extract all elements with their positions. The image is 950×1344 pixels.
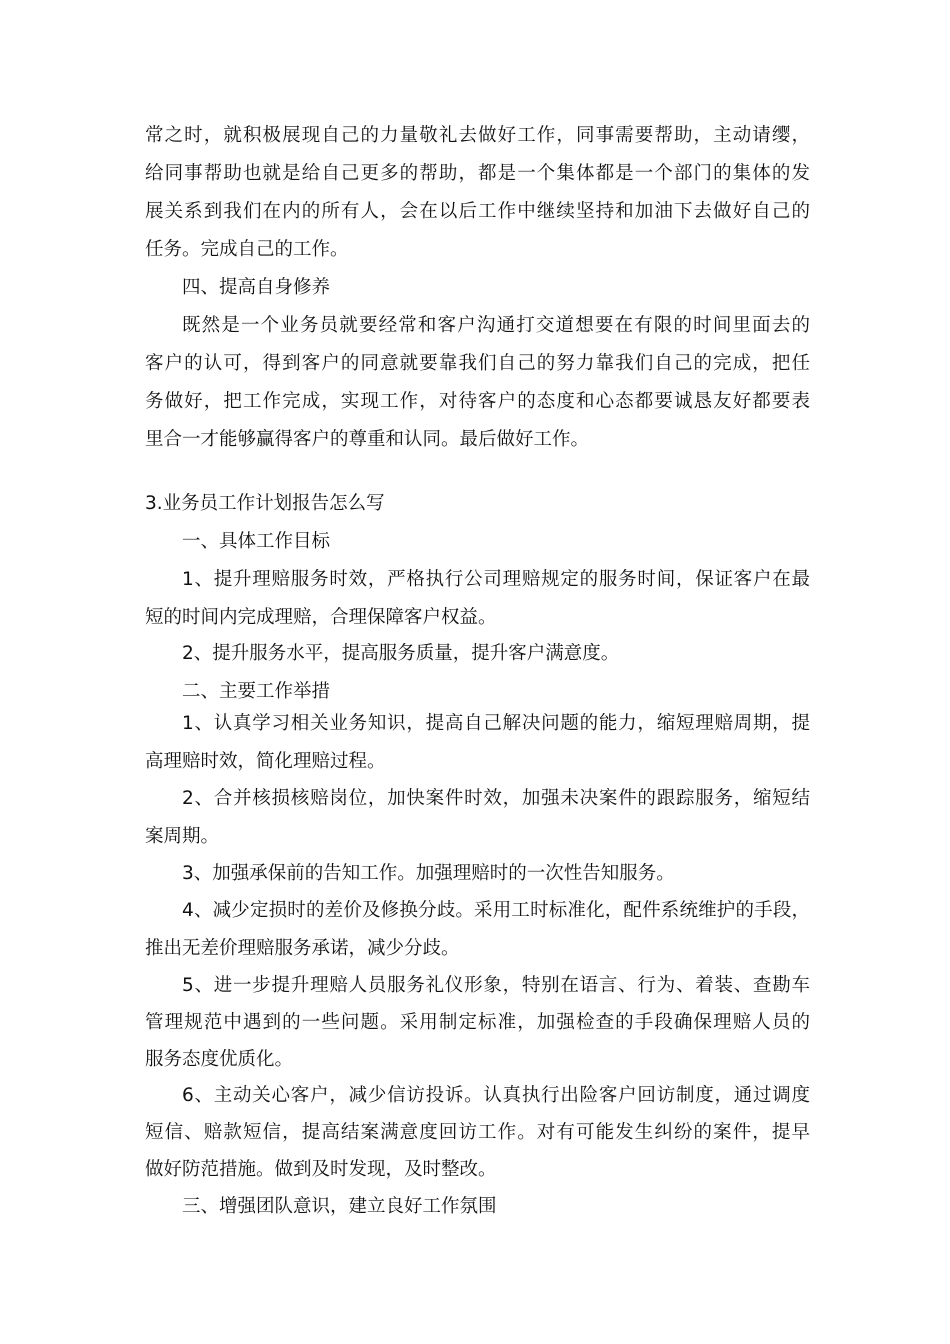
body-text-line: 短信、赔款短信，提高结案满意度回访工作。对有可能发生纠纷的案件，提早 bbox=[145, 1122, 810, 1143]
body-text-line: 任务。完成自己的工作。 bbox=[145, 239, 349, 260]
body-text-line: 常之时，就积极展现自己的力量敬礼去做好工作，同事需要帮助，主动请缨， bbox=[145, 125, 810, 146]
body-text-line: 推出无差价理赔服务承诺，减少分歧。 bbox=[145, 938, 460, 959]
section-heading: 三、增强团队意识，建立良好工作氛围 bbox=[182, 1196, 497, 1217]
body-text-line: 做好防范措施。做到及时发现，及时整改。 bbox=[145, 1159, 497, 1180]
body-text-line: 服务态度优质化。 bbox=[145, 1049, 294, 1070]
body-text-line: 4、减少定损时的差价及修换分歧。采用工时标准化，配件系统维护的手段， bbox=[182, 900, 810, 921]
section-heading: 四、提高自身修养 bbox=[182, 277, 331, 298]
body-text-line: 展关系到我们在内的所有人，会在以后工作中继续坚持和加油下去做好自己的 bbox=[145, 201, 810, 222]
body-text-line: 短的时间内完成理赔，合理保障客户权益。 bbox=[145, 607, 497, 628]
body-text-line: 5、进一步提升理赔人员服务礼仪形象，特别在语言、行为、着装、查勘车 bbox=[182, 975, 810, 996]
body-text-line: 案周期。 bbox=[145, 826, 220, 847]
body-text-line: 给同事帮助也就是给自己更多的帮助，都是一个集体都是一个部门的集体的发 bbox=[145, 163, 810, 184]
body-text-line: 高理赔时效，简化理赔过程。 bbox=[145, 751, 386, 772]
body-text-line: 管理规范中遇到的一些问题。采用制定标准，加强检查的手段确保理赔人员的 bbox=[145, 1012, 810, 1033]
body-text-line: 既然是一个业务员就要经常和客户沟通打交道想要在有限的时间里面去的 bbox=[182, 315, 810, 336]
section-heading: 一、具体工作目标 bbox=[182, 531, 331, 552]
body-text-line: 务做好，把工作完成，实现工作，对待客户的态度和心态都要诚恳友好都要表 bbox=[145, 391, 810, 412]
body-text-line: 里合一才能够赢得客户的尊重和认同。最后做好工作。 bbox=[145, 429, 590, 450]
body-text-line: 1、提升理赔服务时效，严格执行公司理赔规定的服务时间，保证客户在最 bbox=[182, 569, 810, 590]
body-text-line: 2、提升服务水平，提高服务质量，提升客户满意度。 bbox=[182, 643, 620, 664]
body-text-line: 客户的认可，得到客户的同意就要靠我们自己的努力靠我们自己的完成，把任 bbox=[145, 353, 810, 374]
body-text-line: 6、主动关心客户，减少信访投诉。认真执行出险客户回访制度，通过调度 bbox=[182, 1085, 810, 1106]
section-heading: 二、主要工作举措 bbox=[182, 681, 331, 702]
body-text-line: 1、认真学习相关业务知识，提高自己解决问题的能力，缩短理赔周期，提 bbox=[182, 713, 810, 734]
body-text-line: 3、加强承保前的告知工作。加强理赔时的一次性告知服务。 bbox=[182, 863, 675, 884]
body-text-line: 2、合并核损核赔岗位，加快案件时效，加强未决案件的跟踪服务，缩短结 bbox=[182, 788, 810, 809]
article-title: 3.业务员工作计划报告怎么写 bbox=[145, 493, 385, 514]
